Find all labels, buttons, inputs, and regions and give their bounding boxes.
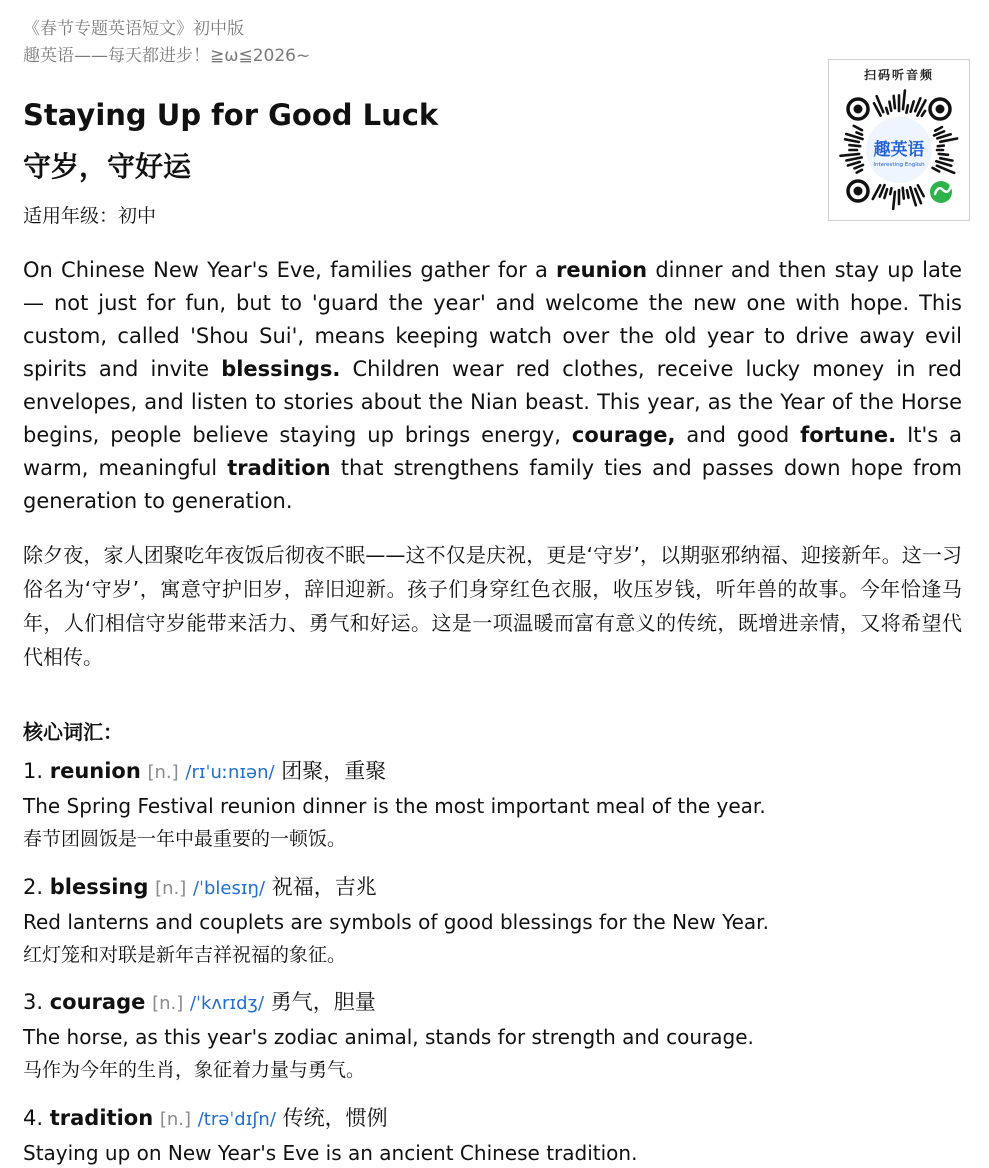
vocab-example: Staying up on New Year's Eve is an ancient Chinese tradition. xyxy=(23,1141,638,1165)
vocab-word: blessing xyxy=(49,875,149,899)
vocab-meaning: 团聚，重聚 xyxy=(281,759,387,783)
vocab-example: Red lanterns and couplets are symbols of good blessings for the New Year. xyxy=(23,910,769,934)
vocab-example: The horse, as this year's zodiac animal, stands for strength and courage. xyxy=(23,1025,754,1049)
vocab-phonetic: /rɪˈuːnɪən/ xyxy=(185,762,275,783)
article-chinese: 除夕夜，家人团聚吃年夜饭后彻夜不眠——这不仅是庆祝，更是‘守岁’，以期驱邪纳福、迎接新年。这一习俗名为‘守岁’，寓意守护旧岁，辞旧迎新。孩子们身穿红色衣服，收压岁钱，听年兽的故事。今年恰逢马年，人们相信守岁能带来活力、勇气和好运。这是一项温暖而富有意义的传统，既增进亲情，又将希望代代相传。 xyxy=(23,543,962,669)
qr-ray xyxy=(884,189,887,198)
qr-ray xyxy=(907,190,909,198)
keyword: tradition xyxy=(227,456,331,480)
qr-caption: 扫码听音频 xyxy=(863,68,934,82)
qr-code-icon xyxy=(831,82,967,218)
series-title: 《春节专题英语短文》初中版 xyxy=(23,19,244,39)
qr-ray xyxy=(857,170,862,173)
qr-ray xyxy=(922,111,925,116)
qr-ray xyxy=(903,188,904,199)
qr-ray xyxy=(940,158,952,160)
qr-finder-top-right xyxy=(930,99,950,119)
text-run: dinner and then stay up late — not just for fun, but to 'guard the year' and welcome the new one with hope. This custom, called 'Shou Sui', means keeping watch over the old year to drive away evil spirits and invite xyxy=(23,258,962,381)
vocab-part-of-speech: [n.] xyxy=(155,878,187,899)
vocab-part-of-speech: [n.] xyxy=(159,1109,192,1130)
vocab-number: 3. xyxy=(23,990,44,1014)
qr-ray xyxy=(906,105,908,112)
qr-ray xyxy=(889,102,891,111)
text-run: Children wear red clothes, receive lucky money in red envelopes, and listen to stories about the Nian beast. This year, as the Year of the Horse begins, people believe staying up brings energy, xyxy=(23,357,962,447)
vocab-phonetic: /ˈkʌrɪdʒ/ xyxy=(189,993,265,1014)
vocab-heading: 核心词汇： xyxy=(23,720,123,744)
qr-ray xyxy=(845,139,859,142)
qr-ray xyxy=(849,145,860,146)
text-run: On Chinese New Year's Eve, families gather for a xyxy=(23,258,557,282)
vocab-meaning: 祝福，吉兆 xyxy=(271,875,377,899)
qr-ray xyxy=(938,146,944,147)
qr-ray xyxy=(894,96,895,108)
qr-ray xyxy=(857,132,863,134)
qr-brand-en-text: Interesting English xyxy=(873,162,925,168)
text-run: It's a warm, meaningful xyxy=(23,423,962,480)
qr-ray xyxy=(933,168,940,172)
text-run: that strengthens family ties and passes down hope from generation to generation. xyxy=(23,456,962,513)
qr-ray xyxy=(940,139,957,142)
qr-brand-text: 趣英语 xyxy=(873,140,925,160)
mini-program-badge-icon xyxy=(930,181,952,203)
vocab-number: 2. xyxy=(23,875,44,899)
keyword: fortune. xyxy=(800,423,897,447)
keyword: blessings. xyxy=(221,357,341,381)
vocab-number: 1. xyxy=(23,759,44,783)
vocab-phonetic: /ˈblesɪŋ/ xyxy=(192,878,266,899)
vocab-number: 4. xyxy=(23,1106,44,1130)
vocab-word: reunion xyxy=(49,759,141,783)
vocab-translation: 春节团圆饭是一年中最重要的一顿饭。 xyxy=(23,828,347,850)
qr-ray xyxy=(903,91,905,110)
text-run: and good xyxy=(675,423,801,447)
vocab-part-of-speech: [n.] xyxy=(147,762,179,783)
vocab-item-reunion xyxy=(23,756,968,854)
qr-ray xyxy=(848,162,860,166)
qr-ray xyxy=(855,165,864,169)
qr-ray xyxy=(846,157,861,160)
vocab-translation: 红灯笼和对联是新年吉祥祝福的象征。 xyxy=(23,944,347,966)
qr-ray xyxy=(890,188,891,194)
qr-ray xyxy=(937,134,950,138)
vocab-phonetic: /trəˈdɪʃn/ xyxy=(197,1109,276,1130)
qr-code-panel[interactable] xyxy=(828,59,970,221)
series-subtitle: 趣英语——每天都进步！≧ω≦2026~ xyxy=(23,46,311,66)
vocab-item-courage xyxy=(23,987,968,1085)
vocab-meaning: 勇气，胆量 xyxy=(270,990,376,1014)
vocab-part-of-speech: [n.] xyxy=(152,993,184,1014)
title-chinese: 守岁，守好运 xyxy=(23,150,192,183)
qr-ray xyxy=(854,126,862,130)
vocab-example: The Spring Festival reunion dinner is the most important meal of the year. xyxy=(23,794,766,818)
qr-finder-top-left xyxy=(848,99,868,119)
title-english: Staying Up for Good Luck xyxy=(23,98,439,132)
qr-ray xyxy=(935,127,942,131)
qr-ray xyxy=(841,154,860,156)
grade-level: 适用年级：初中 xyxy=(23,205,157,227)
keyword: reunion xyxy=(556,258,648,282)
vocab-meaning: 传统，惯例 xyxy=(282,1106,388,1130)
vocab-item-blessing xyxy=(23,872,968,970)
vocab-word: tradition xyxy=(49,1106,154,1130)
vocab-translation: 马作为今年的生肖，象征着力量与勇气。 xyxy=(23,1059,366,1081)
qr-ray xyxy=(911,101,914,111)
article-english xyxy=(23,254,962,518)
qr-ray xyxy=(893,192,895,209)
vocab-word: courage xyxy=(49,990,146,1014)
qr-ray xyxy=(939,154,948,155)
vocab-item-tradition xyxy=(23,1103,968,1168)
qr-finder-bottom-left xyxy=(848,181,868,201)
qr-ray xyxy=(886,108,888,114)
keyword: courage, xyxy=(571,423,676,447)
